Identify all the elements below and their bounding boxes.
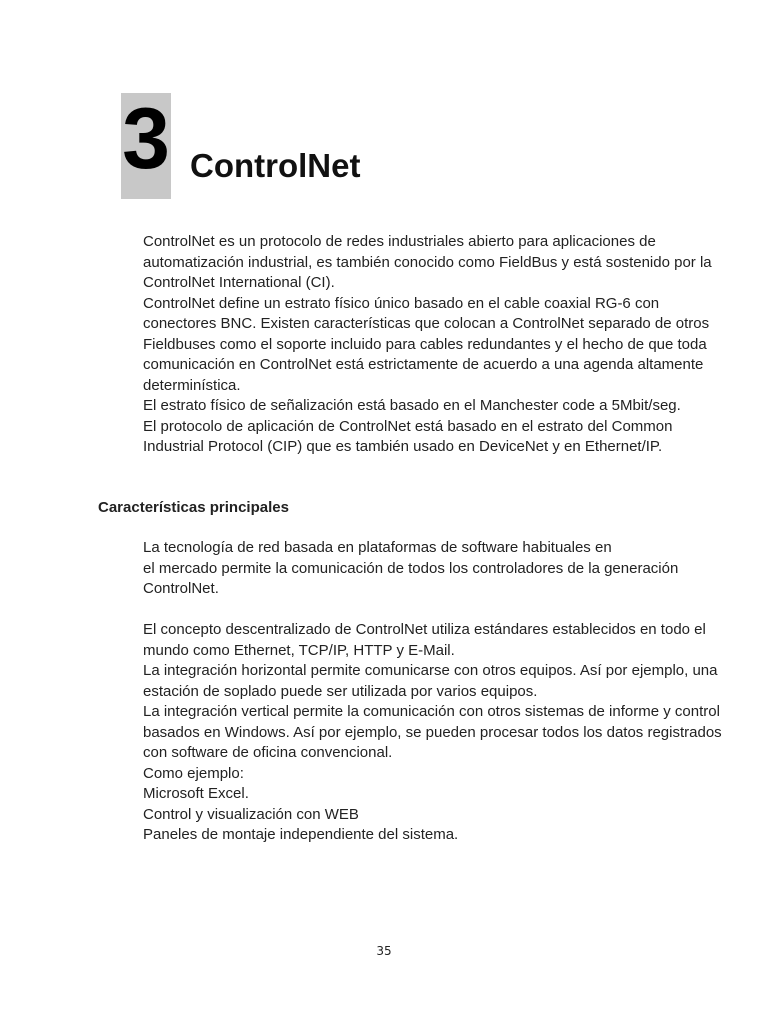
intro-section — [143, 232, 723, 458]
chapter-title: ControlNet — [190, 147, 361, 184]
intro-paragraph: ControlNet define un estrato físico único basado en el cable coaxial RG-6 con conectores BNC. Existen características que colocan a ControlNet separado de otros Fieldbuses como el soporte incluido para cables redundantes y el hecho de que toda comunicación en ControlNet está estrictamente de acuerdo a una agenda altamente determinística. — [143, 294, 710, 394]
features-paragraph: Como ejemplo: — [143, 764, 244, 782]
features-list-item: Control y visualización con WEB — [143, 805, 359, 823]
page-number: 35 — [376, 944, 392, 958]
intro-paragraph: ControlNet es un protocolo de redes industriales abierto para aplicaciones de automatización industrial, es también conocido como FieldBus y está sostenido por la ControlNet International (CI). — [143, 233, 712, 291]
features-body — [143, 620, 723, 846]
section-heading: Características principales — [98, 499, 289, 516]
features-list-item: Microsoft Excel. — [143, 785, 249, 802]
intro-paragraph: El protocolo de aplicación de ControlNet está basado en el estrato del Common Industrial Protocol (CIP) que es también usado en DeviceNet y en Ethernet/IP. — [143, 417, 673, 455]
features-intro — [143, 538, 723, 600]
features-line: el mercado permite la comunicación de todos los controladores de la generación ControlNet. — [143, 559, 679, 597]
features-paragraph: La integración vertical permite la comunicación con otros sistemas de informe y control basados en Windows. Así por ejemplo, se pueden procesar todos los datos registrados con software de oficina convencional. — [143, 703, 722, 761]
chapter-number: 3 — [122, 91, 170, 187]
intro-paragraph: El estrato físico de señalización está basado en el Manchester code a 5Mbit/seg. — [143, 397, 681, 414]
features-paragraph: El concepto descentralizado de ControlNet utiliza estándares establecidos en todo el mundo como Ethernet, TCP/IP, HTTP y E-Mail. — [143, 621, 706, 659]
features-list-item: Paneles de montaje independiente del sistema. — [143, 826, 459, 843]
features-paragraph: La integración horizontal permite comunicarse con otros equipos. Así por ejemplo, una estación de soplado puede ser utilizada por varios equipos. — [143, 662, 718, 700]
features-line: La tecnología de red basada en plataformas de software habituales en — [143, 539, 612, 556]
